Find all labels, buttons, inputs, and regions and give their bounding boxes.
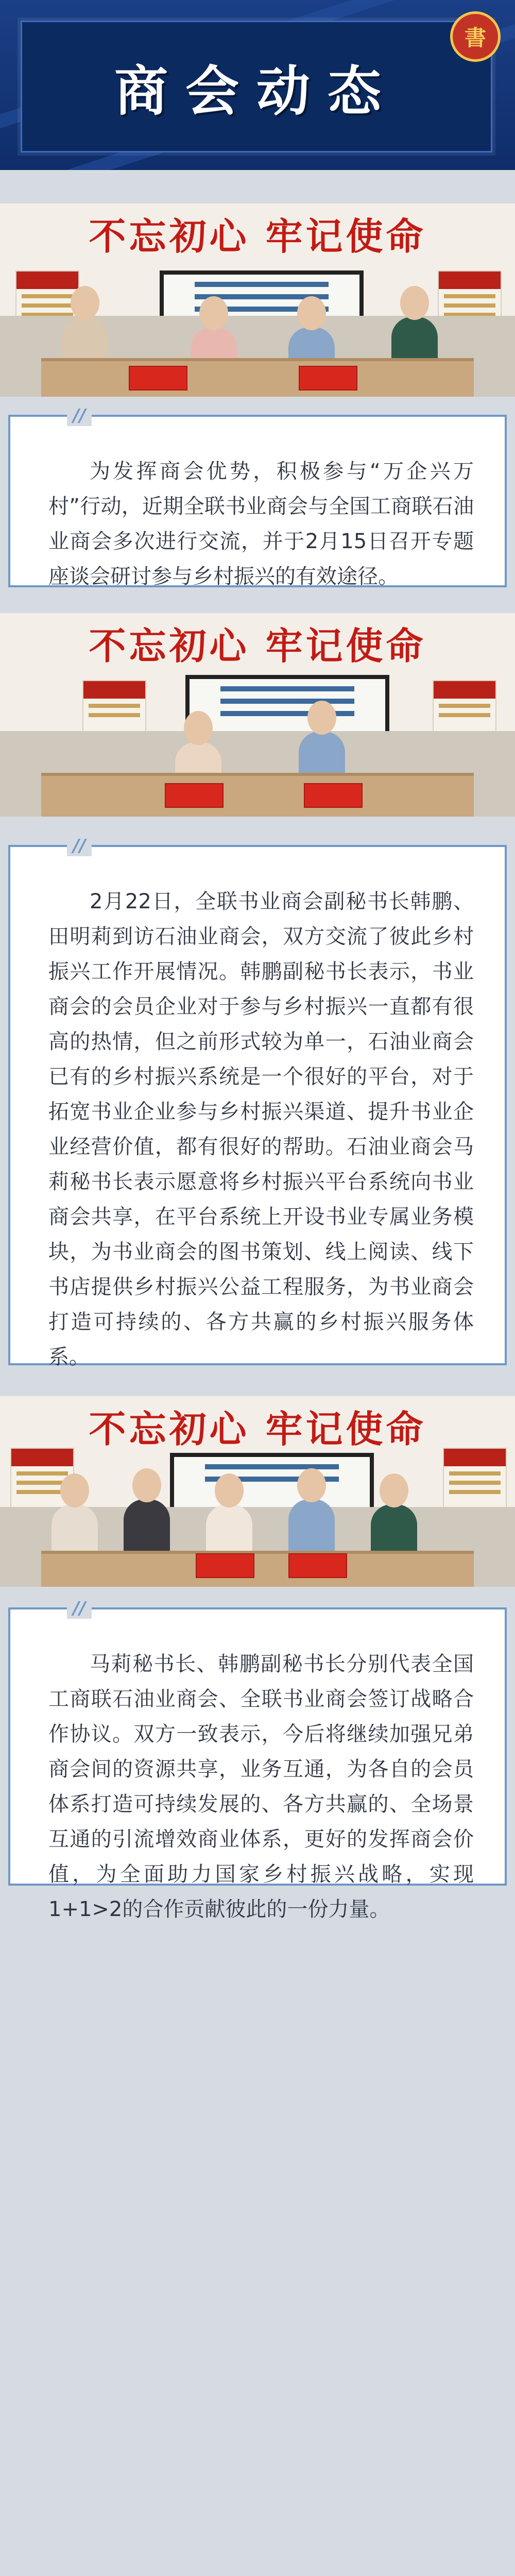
photo-signing-ceremony-1 [0, 204, 515, 397]
logo-glyph: 書 [464, 25, 486, 50]
page-title: 商会动态 [114, 60, 399, 123]
text-panel-3 [8, 1598, 507, 1921]
association-logo [450, 11, 501, 62]
slogan-banner: 不忘初心 牢记使命 [89, 624, 426, 668]
title-plate [21, 21, 492, 152]
photo-signing-ceremony-2 [0, 613, 515, 817]
text-panel-2 [8, 836, 507, 1369]
quote-mark-icon: // [67, 836, 92, 856]
quote-mark-icon: // [67, 1598, 92, 1619]
quote-mark-icon: // [67, 405, 92, 426]
paragraph-2: 2月22日，全联书业商会副秘书长韩鹏、田明莉到访石油业商会，双方交流了彼此乡村振兴工作开展情况。韩鹏副秘书长表示，书业商会的会员企业对于参与乡村振兴一直都有很高的热情，但之前形式较为单一，石油业商会已有的乡村振兴系统是一个很好的平台，对于拓宽书业企业参与乡村振兴渠道、提升书业企业经营价值，都有很好的帮助。石油业商会马莉秘书长表示愿意将乡村振兴平台系统向书业商会共享，在平台系统上开设书业专属业务模块，为书业商会的图书策划、线上阅读、线下书店提供乡村振兴公益工程服务，为书业商会打造可持续的、各方共赢的乡村振兴服务体系。 [48, 890, 474, 1369]
paragraph-1: 为发挥商会优势，积极参与“万企兴万村”行动，近期全联书业商会与全国工商联石油业商会多次进行交流，并于2月15日召开专题座谈会研讨参与乡村振兴的有效途径。 [48, 460, 474, 588]
paragraph-3: 马莉秘书长、韩鹏副秘书长分别代表全国工商联石油业商会、全联书业商会签订战略合作协议。双方一致表示，今后将继续加强兄弟商会间的资源共享，业务互通，为各自的会员体系打造可持续发展的、各方共赢的、全场景互通的引流增效商业体系，更好的发挥商会价值，为全面助力国家乡村振兴战略，实现1+1>2的合作贡献彼此的一份力量。 [48, 1652, 474, 1921]
photo-signing-ceremony-3 [0, 1396, 515, 1587]
text-panel-1 [8, 405, 507, 588]
slogan-banner: 不忘初心 牢记使命 [89, 214, 426, 258]
header-banner [0, 0, 515, 170]
slogan-banner: 不忘初心 牢记使命 [89, 1407, 426, 1451]
